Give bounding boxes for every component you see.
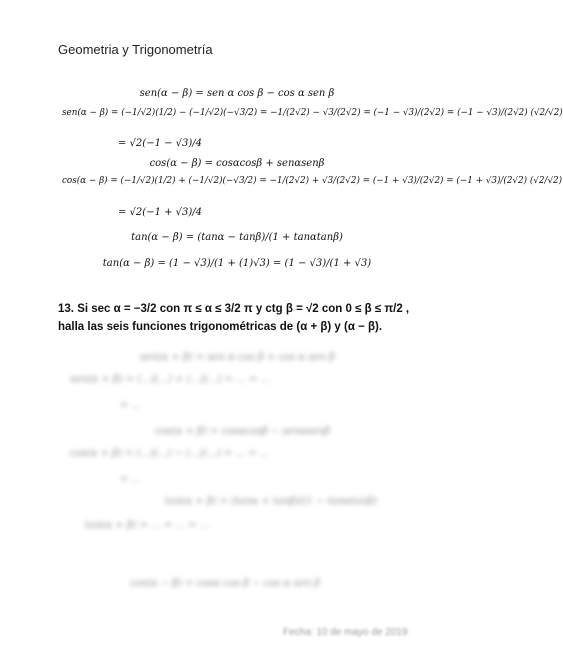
blurred-preview-region xyxy=(70,352,410,602)
blurred-line-9: cos(α − β) = cosα cos β − cos α sen β xyxy=(130,578,321,589)
equation-line-3: = √2(−1 − √3)/4 xyxy=(118,138,203,149)
blurred-line-1: sen(α + β) = sen α cos β + cos α sen β xyxy=(140,352,335,363)
blurred-line-7: tan(α + β) = (tanα + tanβ)/(1 − tanαtanβ) xyxy=(165,496,377,507)
page-header-title: Geometria y Trigonometría xyxy=(58,42,213,57)
blurred-line-4: cos(α + β) = cosαcosβ − senαsenβ xyxy=(155,426,330,437)
blurred-line-5: cos(α + β) = (...)(...) − (...)(...) = ... = ... xyxy=(70,448,270,459)
blurred-line-2: sen(α + β) = (...)(...) + (...)(...) = ... = ... xyxy=(70,374,270,385)
equation-line-7: tan(α − β) = (tanα − tanβ)/(1 + tanαtanβ) xyxy=(131,232,343,243)
footer-date: Fecha: 10 de mayo de 2019 xyxy=(283,627,408,638)
problem-text: Si sec α = −3/2 con π ≤ α ≤ 3/2 π y ctg β = √2 con 0 ≤ β ≤ π/2 , halla las seis funciones trigonométricas de (α + β) y (α − β). xyxy=(58,303,410,333)
problem-number: 13. xyxy=(58,303,74,315)
blurred-line-6: = ... xyxy=(120,474,142,485)
equation-line-6: = √2(−1 + √3)/4 xyxy=(118,207,203,218)
equation-line-5: cos(α − β) = (−1/√2)(1/2) + (−1/√2)(−√3/2) = −1/(2√2) + √3/(2√2) = (−1 + √3)/(2√2) = (−1 + √3)/(2√2) (√2/√2) xyxy=(62,176,563,186)
equation-line-8: tan(α − β) = (1 − √3)/(1 + (1)√3) = (1 − √3)/(1 + √3) xyxy=(102,258,372,269)
problem-statement xyxy=(58,300,418,336)
equation-line-4: cos(α − β) = cosαcosβ + senαsenβ xyxy=(149,158,325,169)
blurred-line-8: tan(α + β) = ... = ... = ... xyxy=(85,520,210,531)
blurred-line-3: = ... xyxy=(120,400,142,411)
equation-line-2: sen(α − β) = (−1/√2)(1/2) − (−1/√2)(−√3/2) = −1/(2√2) − √3/(2√2) = (−1 − √3)/(2√2) = (−1 − √3)/(2√2) (√2/√2) xyxy=(62,108,563,118)
equation-line-1: sen(α − β) = sen α cos β − cos α sen β xyxy=(139,88,335,99)
